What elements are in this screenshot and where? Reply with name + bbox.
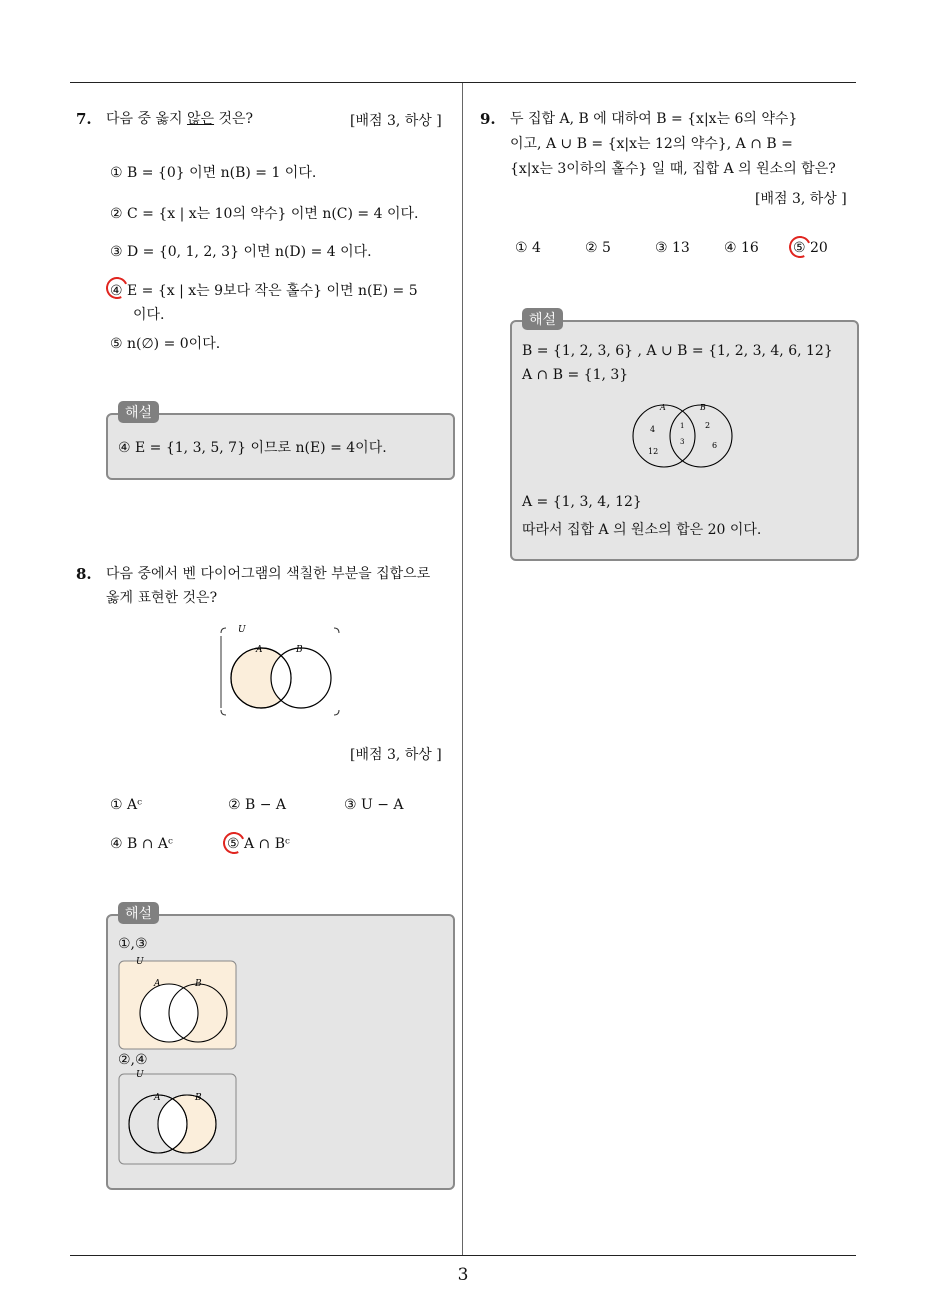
q8-stem-line1: 다음 중에서 벤 다이어그램의 색칠한 부분을 집합으로 xyxy=(106,566,431,582)
q7-option-4-cont: 이다. xyxy=(133,307,165,323)
q9-venn-a-only-1: 4 xyxy=(650,425,656,434)
q9-solution-line4: 따라서 집합 A 의 원소의 합은 20 이다. xyxy=(522,522,762,538)
q7-solution-text: ④ E = {1, 3, 5, 7} 이므로 n(E) = 4이다. xyxy=(118,440,387,456)
top-rule xyxy=(70,82,856,83)
q7-meta: [배점 3, 하상 ] xyxy=(350,113,442,129)
q9-option-5[interactable]: ⑤ 20 xyxy=(793,240,828,256)
q9-solution-venn xyxy=(628,398,738,472)
q7-option-2[interactable]: ② C = {x | x는 10의 약수} 이면 n(C) = 4 이다. xyxy=(110,206,419,222)
q8-stem-line2: 옳게 표현한 것은? xyxy=(106,590,218,606)
page-number: 3 xyxy=(457,1265,469,1285)
q7-option-3[interactable]: ③ D = {0, 1, 2, 3} 이면 n(D) = 4 이다. xyxy=(110,244,372,260)
q7-solution-tag: 해설 xyxy=(118,401,159,423)
q9-option-4[interactable]: ④ 16 xyxy=(724,240,759,256)
q8-sol-venn1-u-label: U xyxy=(136,957,144,967)
q8-option-4[interactable]: ④ B ∩ Aᶜ xyxy=(110,836,173,852)
q7-option-4[interactable]: ④ E = {x | x는 9보다 작은 홀수} 이면 n(E) = 5 xyxy=(110,283,418,299)
q8-sol-venn2-u-label: U xyxy=(136,1070,144,1080)
q7-number: 7. xyxy=(76,110,92,128)
q7-stem-post: 것은? xyxy=(214,111,254,127)
q8-sol-venn2-b-label: B xyxy=(195,1093,202,1103)
q9-meta: [배점 3, 하상 ] xyxy=(755,191,847,207)
q9-solution-tag: 해설 xyxy=(522,308,563,330)
q9-venn-both-2: 3 xyxy=(680,438,685,446)
q7-stem-underlined: 않은 xyxy=(186,111,215,127)
q7-option-1[interactable]: ① B = {0} 이면 n(B) = 1 이다. xyxy=(110,165,317,181)
q9-option-3[interactable]: ③ 13 xyxy=(655,240,690,256)
q9-solution-line1: B = {1, 2, 3, 6} , A ∪ B = {1, 2, 3, 4, 6, 12} xyxy=(522,343,833,359)
q9-option-2[interactable]: ② 5 xyxy=(585,240,611,256)
q8-option-2[interactable]: ② B − A xyxy=(228,797,287,813)
q8-sol-venn2-a-label: A xyxy=(154,1093,161,1103)
q8-option-3[interactable]: ③ U − A xyxy=(344,797,404,813)
q8-meta: [배점 3, 하상 ] xyxy=(350,747,442,763)
column-divider xyxy=(462,83,463,1255)
q9-solution-line2: A ∩ B = {1, 3} xyxy=(522,367,629,383)
q9-stem-line3: {x|x는 3이하의 홀수} 일 때, 집합 A 의 원소의 합은? xyxy=(510,161,836,177)
q9-option-1[interactable]: ① 4 xyxy=(515,240,541,256)
q8-solution-label-1: ①,③ xyxy=(118,936,148,952)
q8-venn-diagram xyxy=(218,622,342,718)
q8-solution-venn-2 xyxy=(118,1070,238,1166)
q8-option-5[interactable]: ⑤ A ∩ Bᶜ xyxy=(227,836,290,852)
q8-venn-b-label: B xyxy=(296,645,303,655)
q9-venn-b-only-2: 6 xyxy=(712,441,718,450)
q7-stem xyxy=(106,109,253,129)
q7-stem-pre: 다음 중 옳지 xyxy=(106,111,187,127)
q9-stem-line1: 두 집합 A, B 에 대하여 B = {x|x는 6의 약수} xyxy=(510,111,798,127)
q8-sol-venn1-a-label: A xyxy=(154,979,161,989)
q8-venn-u-label: U xyxy=(238,625,246,635)
bottom-rule xyxy=(70,1255,856,1256)
q7-option-5[interactable]: ⑤ n(∅) = 0이다. xyxy=(110,336,221,352)
q8-option-1[interactable]: ① Aᶜ xyxy=(110,797,142,813)
q9-venn-b-only-1: 2 xyxy=(705,421,711,430)
q8-solution-label-2: ②,④ xyxy=(118,1052,148,1068)
q9-venn-b-label: B xyxy=(700,403,706,412)
q9-solution-line3: A = {1, 3, 4, 12} xyxy=(522,494,642,510)
q8-sol-venn1-b-label: B xyxy=(195,979,202,989)
q8-venn-a-label: A xyxy=(256,645,263,655)
q9-stem-line2: 이고, A ∪ B = {x|x는 12의 약수}, A ∩ B = xyxy=(510,136,793,152)
q9-number: 9. xyxy=(480,110,496,128)
q8-solution-venn-1 xyxy=(118,958,238,1050)
q9-venn-both-1: 1 xyxy=(680,422,685,430)
q8-solution-tag: 해설 xyxy=(118,902,159,924)
q9-venn-a-only-2: 12 xyxy=(648,447,659,456)
q8-number: 8. xyxy=(76,565,92,583)
q9-venn-a-label: A xyxy=(660,403,666,412)
